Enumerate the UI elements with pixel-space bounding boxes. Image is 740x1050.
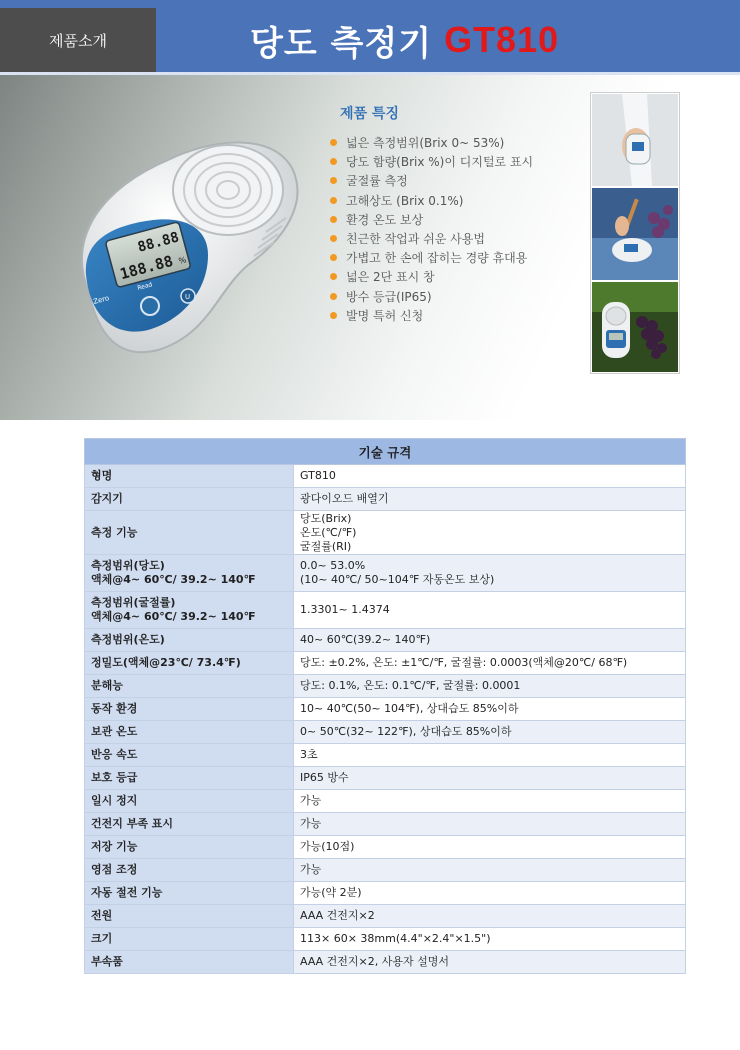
spec-row <box>85 488 686 511</box>
spec-key <box>85 813 294 836</box>
spec-value-line: 가능 <box>300 794 322 807</box>
spec-key-line: 자동 절전 기능 <box>91 886 163 899</box>
spec-row <box>85 836 686 859</box>
spec-key-line: 분해능 <box>91 679 123 692</box>
spec-value-line: 3초 <box>300 748 318 761</box>
spec-key-line: 건전지 부족 표시 <box>91 817 174 830</box>
spec-row <box>85 882 686 905</box>
spec-value-line: 온도(℃/℉) <box>300 525 357 539</box>
spec-row <box>85 511 686 555</box>
spec-value-line: 1.3301~ 1.4374 <box>300 603 390 616</box>
spec-key <box>85 744 294 767</box>
spec-title: 기술 규격 <box>85 439 686 465</box>
power-icon: U <box>185 293 191 301</box>
spec-row <box>85 859 686 882</box>
spec-value <box>294 836 686 859</box>
spec-row <box>85 465 686 488</box>
spec-header-row <box>85 439 686 465</box>
feature-item <box>330 306 533 325</box>
spec-key <box>85 652 294 675</box>
spec-value-line: 가능 <box>300 817 322 830</box>
spec-value <box>294 813 686 836</box>
spec-key-line: 저장 기능 <box>91 840 138 853</box>
feature-title: 제품 특징 <box>340 106 399 122</box>
spec-key <box>85 951 294 974</box>
spec-value <box>294 511 686 555</box>
bullet-dot-icon <box>330 235 337 242</box>
spec-row <box>85 790 686 813</box>
spec-value-line: 10~ 40℃(50~ 104℉), 상대습도 85%이하 <box>300 702 519 715</box>
spec-key <box>85 465 294 488</box>
spec-key-line: 동작 환경 <box>91 702 138 715</box>
spec-value <box>294 905 686 928</box>
title-main: 당도 측정기 <box>250 23 433 64</box>
bullet-dot-icon <box>330 158 337 165</box>
spec-row <box>85 675 686 698</box>
feature-text: 환경 온도 보상 <box>346 212 424 227</box>
spec-key <box>85 767 294 790</box>
spec-key <box>85 905 294 928</box>
feature-text: 발명 특허 신청 <box>346 308 424 323</box>
spec-value <box>294 465 686 488</box>
spec-key <box>85 882 294 905</box>
spec-value <box>294 698 686 721</box>
bullet-dot-icon <box>330 177 337 184</box>
spec-value-line: 가능(약 2분) <box>300 886 362 899</box>
read-button <box>141 297 159 315</box>
spec-value <box>294 629 686 652</box>
lcd-unit: % <box>177 255 188 266</box>
spec-value <box>294 652 686 675</box>
spec-value <box>294 592 686 629</box>
feature-text: 방수 등급(IP65) <box>346 289 432 304</box>
spec-row <box>85 629 686 652</box>
feature-text: 가볍고 한 손에 잡히는 경량 휴대용 <box>346 251 528 266</box>
spec-key-line: 크기 <box>91 932 113 945</box>
spec-value-line: 0.0~ 53.0% <box>300 559 366 572</box>
feature-text: 굴절률 측정 <box>346 174 408 189</box>
spec-key <box>85 511 294 555</box>
spec-key <box>85 629 294 652</box>
spec-value <box>294 767 686 790</box>
spec-key <box>85 592 294 629</box>
spec-value <box>294 675 686 698</box>
spec-key-line: 측정범위(굴절률) <box>91 596 176 609</box>
spec-key <box>85 555 294 592</box>
spec-key-line: 일시 정지 <box>91 794 138 807</box>
feature-item <box>330 229 533 248</box>
page-title <box>250 18 559 62</box>
spec-key <box>85 698 294 721</box>
photo-lab-coat <box>592 94 678 186</box>
feature-item <box>330 248 533 267</box>
photo-grape-sample <box>592 188 678 280</box>
spec-value-line: 가능 <box>300 863 322 876</box>
photo-vineyard <box>592 282 678 372</box>
spec-key-line: 형명 <box>91 469 113 482</box>
spec-row <box>85 592 686 629</box>
refractometer-illustration <box>58 120 308 370</box>
spec-value-line: 광다이오드 배열기 <box>300 492 389 505</box>
feature-item <box>330 152 533 171</box>
spec-row <box>85 721 686 744</box>
spec-key-line: 반응 속도 <box>91 748 138 761</box>
spec-value <box>294 744 686 767</box>
spec-row <box>85 652 686 675</box>
spec-key-line: 측정범위(당도) <box>91 559 165 572</box>
spec-row <box>85 813 686 836</box>
spec-key-line: 측정범위(온도) <box>91 633 165 646</box>
spec-value <box>294 721 686 744</box>
spec-key-line: 액체@4~ 60℃/ 39.2~ 140℉ <box>91 610 256 623</box>
spec-row <box>85 698 686 721</box>
spec-key-line: 감지기 <box>91 492 123 505</box>
spec-key <box>85 928 294 951</box>
title-model: GT810 <box>444 19 560 60</box>
spec-row <box>85 905 686 928</box>
spec-key-line: 부속품 <box>91 955 123 968</box>
section-tag: 제품소개 <box>0 8 156 72</box>
bullet-dot-icon <box>330 216 337 223</box>
bullet-dot-icon <box>330 293 337 300</box>
spec-key-line: 측정 기능 <box>91 525 138 539</box>
spec-value <box>294 882 686 905</box>
spec-value <box>294 488 686 511</box>
spec-value-line: 40~ 60℃(39.2~ 140℉) <box>300 633 431 646</box>
spec-value-line: 가능(10점) <box>300 840 355 853</box>
spec-value-line: 당도: 0.1%, 온도: 0.1℃/℉, 굴절률: 0.0001 <box>300 679 521 692</box>
spec-key-line: 보호 등급 <box>91 771 138 784</box>
spec-value-line: 당도: ±0.2%, 온도: ±1℃/℉, 굴절률: 0.0003(액체@20℃/ 68℉) <box>300 656 628 669</box>
spec-key <box>85 721 294 744</box>
spec-value <box>294 555 686 592</box>
feature-item <box>330 210 533 229</box>
feature-text: 고해상도 (Brix 0.1%) <box>346 193 464 208</box>
spec-value-line: AAA 건전지×2 <box>300 909 375 922</box>
product-hero <box>0 75 740 420</box>
spec-key-line: 영점 조정 <box>91 863 138 876</box>
usage-photos <box>590 92 680 374</box>
feature-text: 넓은 측정범위(Brix 0~ 53%) <box>346 136 505 151</box>
feature-text: 친근한 작업과 쉬운 사용법 <box>346 232 485 247</box>
spec-body <box>85 465 686 974</box>
lcd-top-reading: 88.88 <box>135 229 181 256</box>
feature-item <box>330 191 533 210</box>
spec-key-line: 전원 <box>91 909 113 922</box>
spec-value-line: 굴절률(RI) <box>300 539 352 553</box>
spec-value-line: IP65 방수 <box>300 771 349 784</box>
spec-row <box>85 555 686 592</box>
lcd-bottom-reading: 188.88 <box>117 251 175 284</box>
feature-text: 넓은 2단 표시 창 <box>346 270 435 285</box>
spec-row <box>85 951 686 974</box>
spec-key-line: 보관 온도 <box>91 725 138 738</box>
spec-key <box>85 790 294 813</box>
spec-table <box>84 438 686 974</box>
spec-key <box>85 836 294 859</box>
bullet-dot-icon <box>330 254 337 261</box>
page-header <box>0 0 740 75</box>
bullet-dot-icon <box>330 139 337 146</box>
spec-value-line: 당도(Brix) <box>300 511 352 525</box>
spec-key <box>85 488 294 511</box>
bullet-dot-icon <box>330 197 337 204</box>
zero-button-label: Zero <box>92 294 111 306</box>
feature-items <box>330 133 533 325</box>
spec-row <box>85 767 686 790</box>
spec-value <box>294 790 686 813</box>
spec-key <box>85 675 294 698</box>
spec-value-line: 113× 60× 38mm(4.4"×2.4"×1.5") <box>300 932 491 945</box>
spec-value <box>294 951 686 974</box>
feature-item <box>330 267 533 286</box>
spec-value-line: (10~ 40℃/ 50~104℉ 자동온도 보상) <box>300 573 495 586</box>
feature-text: 당도 함량(Brix %)이 디지털로 표시 <box>346 155 534 170</box>
spec-value-line: 0~ 50℃(32~ 122℉), 상대습도 85%이하 <box>300 725 512 738</box>
spec-key-line: 액체@4~ 60℃/ 39.2~ 140℉ <box>91 573 256 586</box>
bullet-dot-icon <box>330 273 337 280</box>
feature-list <box>330 103 533 325</box>
feature-item <box>330 133 533 152</box>
read-button-label: Read <box>136 281 154 292</box>
spec-value-line: GT810 <box>300 469 336 482</box>
bullet-dot-icon <box>330 312 337 319</box>
spec-key <box>85 859 294 882</box>
feature-item <box>330 171 533 190</box>
spec-row <box>85 744 686 767</box>
spec-row <box>85 928 686 951</box>
feature-item <box>330 287 533 306</box>
spec-key-line: 정밀도(액체@23℃/ 73.4℉) <box>91 656 241 669</box>
spec-value-line: AAA 건전지×2, 사용자 설명서 <box>300 955 450 968</box>
spec-value <box>294 859 686 882</box>
spec-value <box>294 928 686 951</box>
